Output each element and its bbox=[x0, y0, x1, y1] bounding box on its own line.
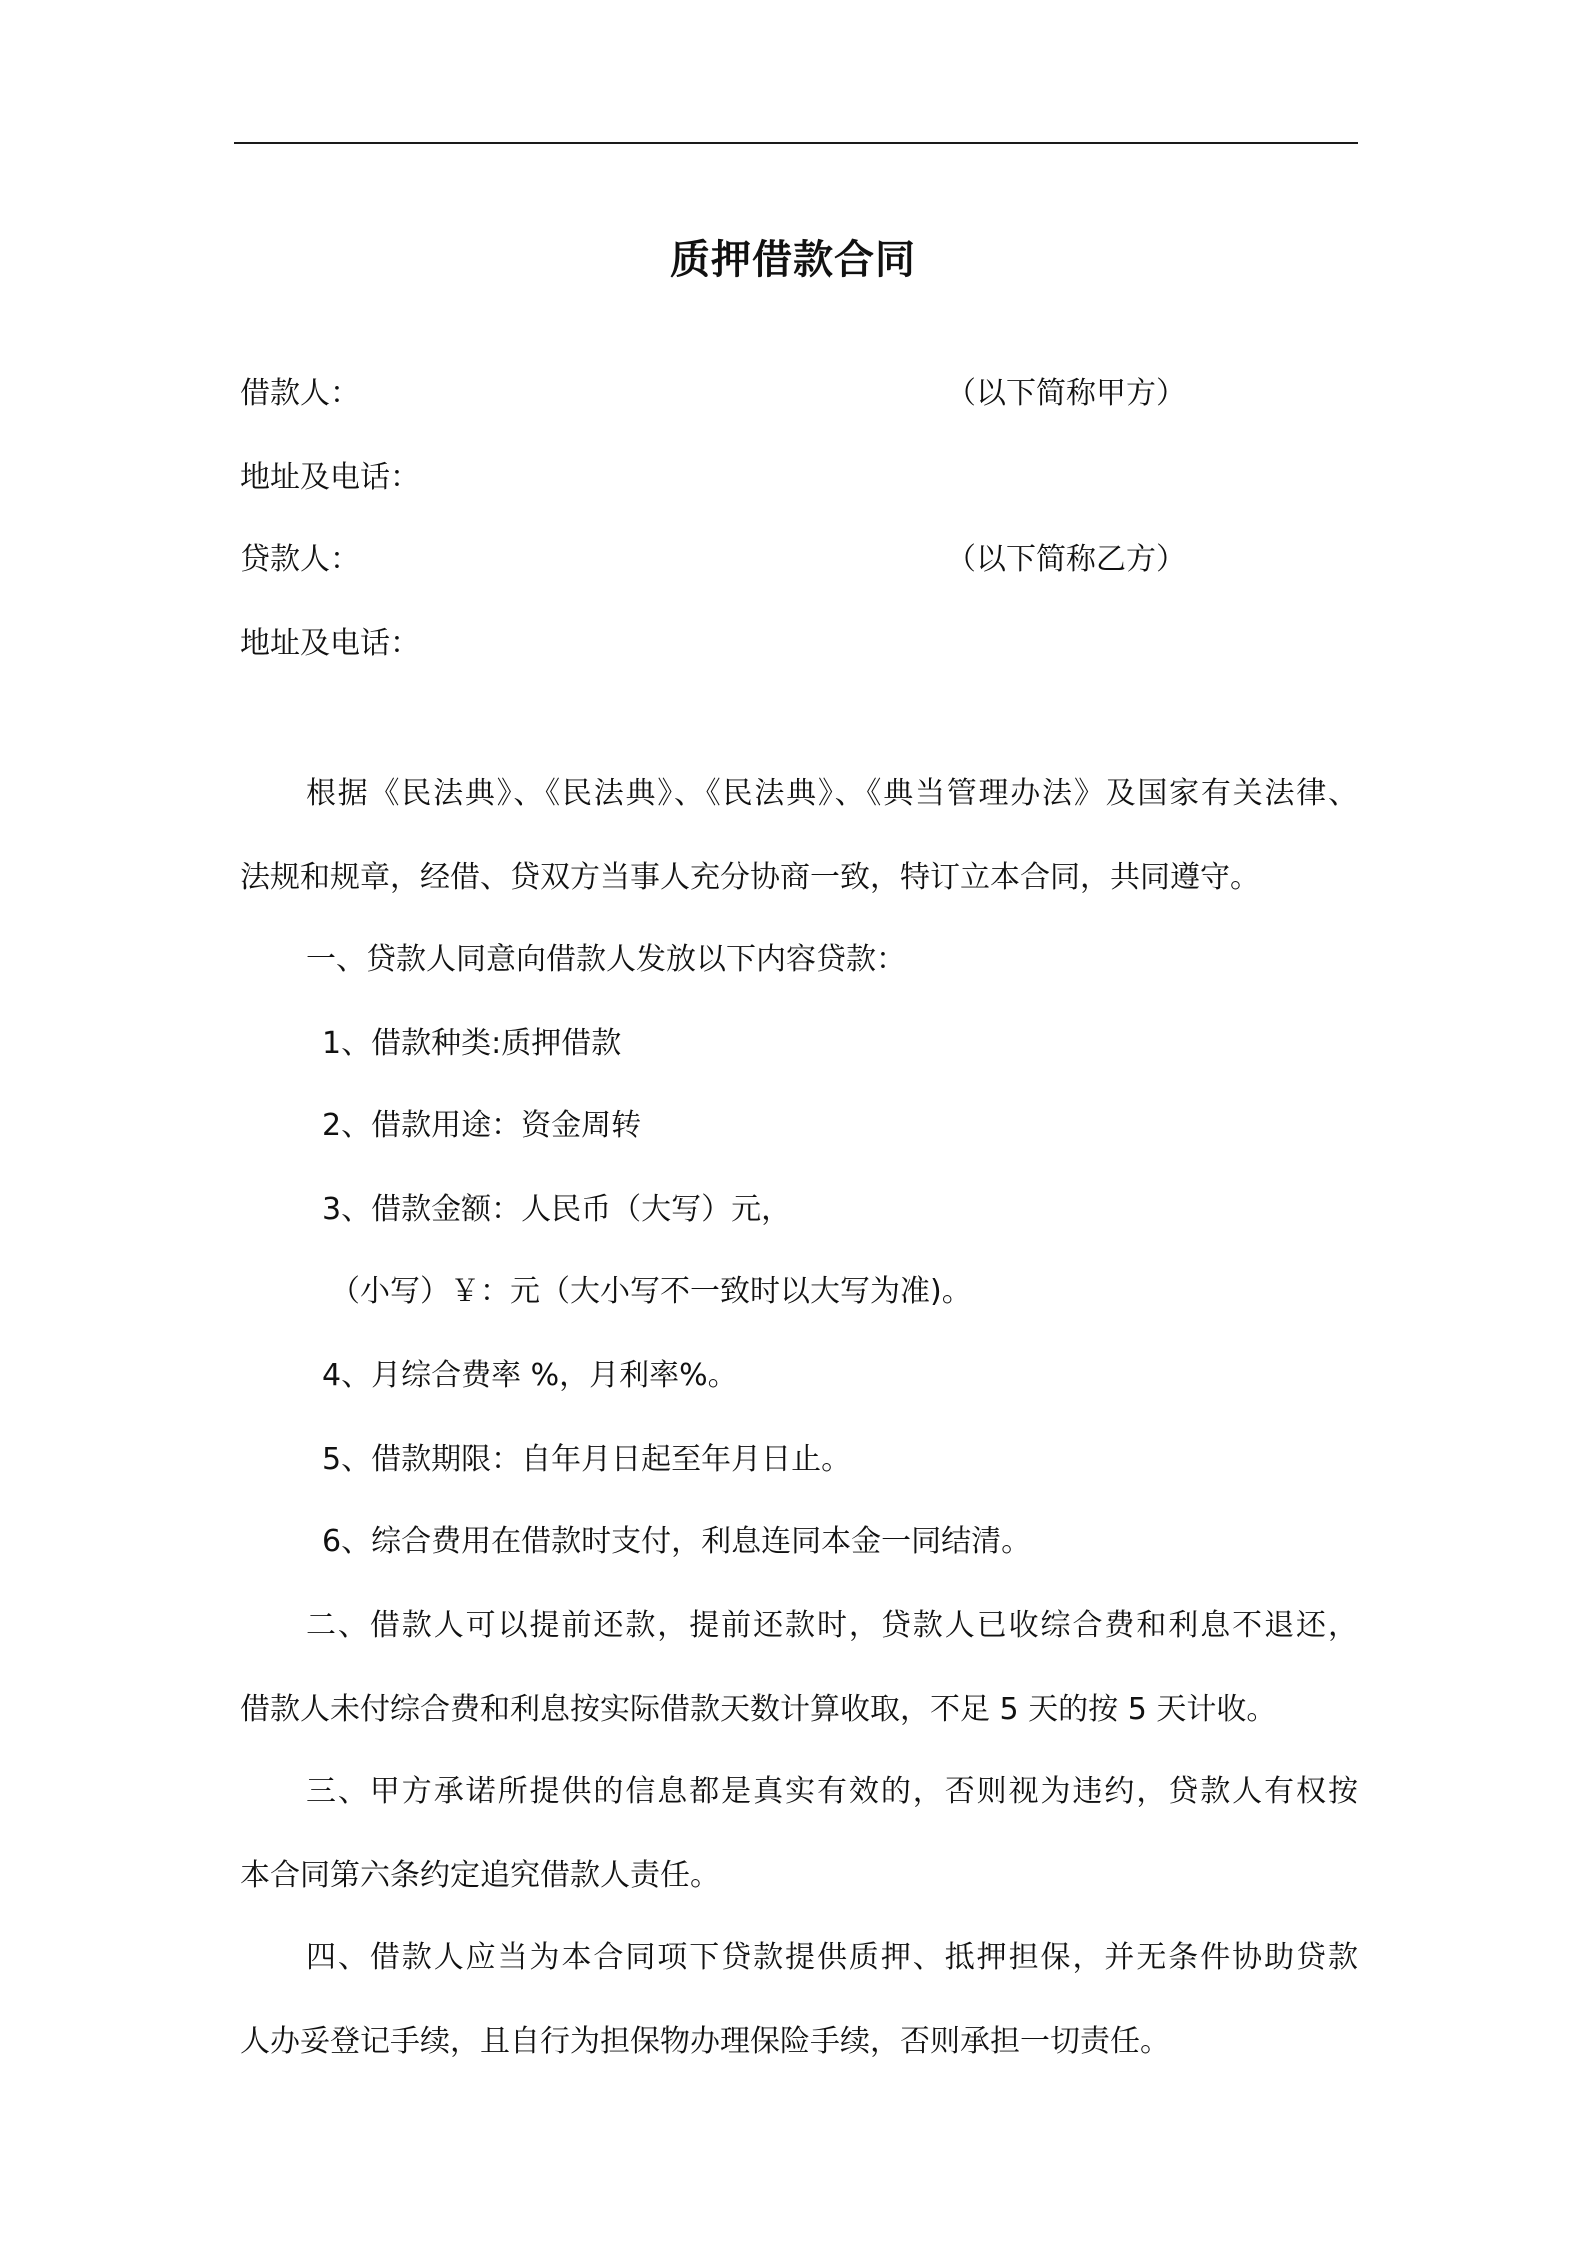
article2-line-2: 借款人未付综合费和利息按实际借款天数计算收取，不足 5 天的按 5 天计收。 bbox=[240, 1692, 1277, 1727]
article1-item: 4、月综合费率 %，月利率%。 bbox=[322, 1358, 738, 1393]
article1-item: 5、借款期限：自年月日起至年月日止。 bbox=[322, 1442, 852, 1477]
article1-item: 3、借款金额：人民币（大写）元， bbox=[322, 1192, 792, 1227]
article1-item: 2、借款用途：资金周转 bbox=[322, 1108, 642, 1143]
lender-label: 贷款人： bbox=[240, 542, 360, 577]
article3-line-1: 三、甲方承诺所提供的信息都是真实有效的，否则视为违约，贷款人有权按 bbox=[306, 1774, 1358, 1809]
article1-item: 6、综合费用在借款时支付，利息连同本金一同结清。 bbox=[322, 1524, 1032, 1559]
article4-line-2: 人办妥登记手续，且自行为担保物办理保险手续，否则承担一切责任。 bbox=[240, 2024, 1170, 2059]
lender-note: （以下简称乙方） bbox=[946, 542, 1186, 577]
article1-heading: 一、贷款人同意向借款人发放以下内容贷款： bbox=[306, 942, 906, 977]
article4-line-1: 四、借款人应当为本合同项下贷款提供质押、抵押担保，并无条件协助贷款 bbox=[306, 1940, 1358, 1975]
preamble-line-2: 法规和规章，经借、贷双方当事人充分协商一致，特订立本合同，共同遵守。 bbox=[240, 860, 1260, 895]
article2-line-1: 二、借款人可以提前还款，提前还款时，贷款人已收综合费和利息不退还， bbox=[306, 1608, 1358, 1643]
article1-item: （小写）￥：元（大小写不一致时以大写为准)。 bbox=[330, 1274, 972, 1309]
preamble-line-1: 根据《民法典》、《民法典》、《民法典》、《典当管理办法》及国家有关法律、 bbox=[306, 776, 1358, 811]
borrower-address-label: 地址及电话： bbox=[240, 460, 420, 495]
article1-item: 1、借款种类:质押借款 bbox=[322, 1026, 622, 1061]
lender-address-label: 地址及电话： bbox=[240, 626, 420, 661]
borrower-note: （以下简称甲方） bbox=[946, 376, 1186, 411]
article3-line-2: 本合同第六条约定追究借款人责任。 bbox=[240, 1858, 720, 1893]
borrower-label: 借款人： bbox=[240, 376, 360, 411]
document-title: 质押借款合同 bbox=[670, 237, 916, 283]
header-rule bbox=[234, 142, 1358, 144]
